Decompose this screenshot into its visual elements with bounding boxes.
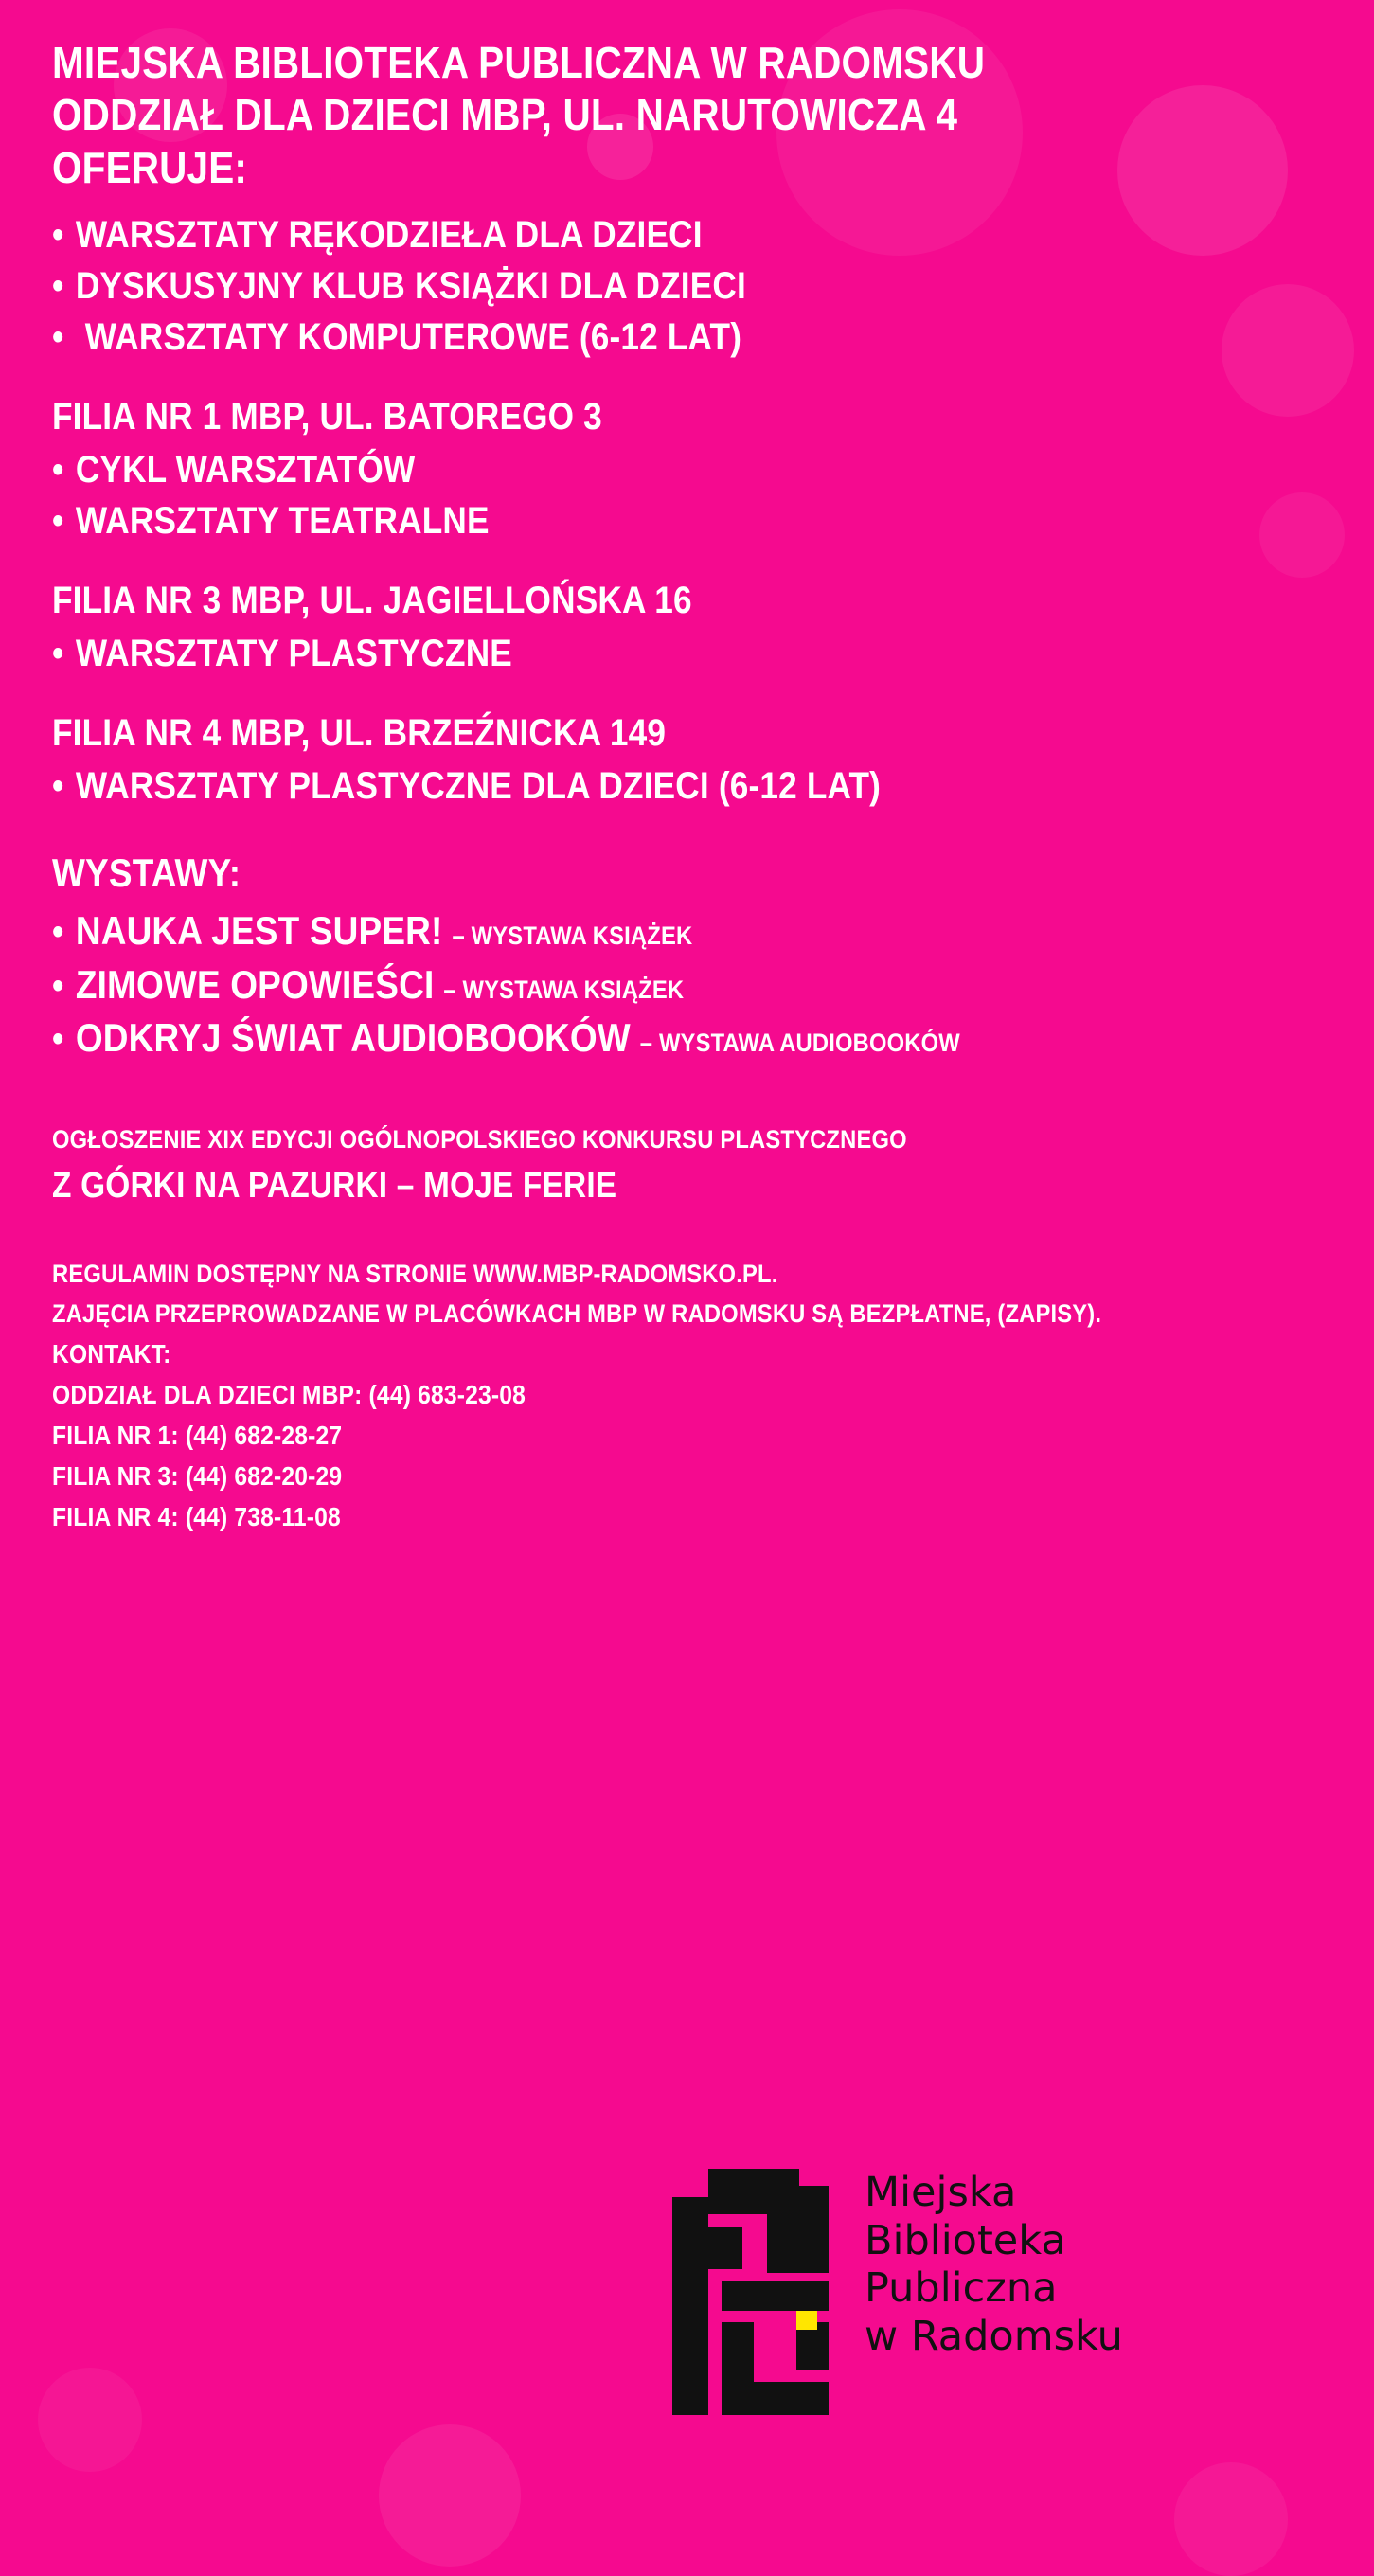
bokeh-circle <box>38 2368 142 2472</box>
list-item-label: WARSZTATY PLASTYCZNE <box>75 633 512 675</box>
poster-header <box>52 38 1322 193</box>
list-item-label: WARSZTATY PLASTYCZNE DLA DZIECI (6-12 LAT) <box>75 765 882 808</box>
exhibition-list <box>52 905 1322 1064</box>
list-item <box>52 761 1169 811</box>
main-branch-item-list <box>52 210 1322 362</box>
logo-line-3: Publiczna <box>865 2264 1058 2313</box>
list-item <box>52 445 1169 494</box>
bullet-icon: • <box>52 911 64 954</box>
bullet-icon: • <box>52 765 64 808</box>
phone-line: FILIA NR 3: (44) 682-20-29 <box>52 1460 343 1491</box>
bullet-icon: • <box>52 214 64 257</box>
header-line-3: OFERUJE: <box>52 142 248 192</box>
branch-title: FILIA NR 1 MBP, UL. BATOREGO 3 <box>52 396 602 438</box>
list-item <box>52 629 1169 678</box>
branch-title: FILIA NR 3 MBP, UL. JAGIELLOŃSKA 16 <box>52 580 692 622</box>
rules-line: REGULAMIN DOSTĘPNY NA STRONIE WWW.MBP-RADOMSKO.PL. <box>52 1260 778 1289</box>
list-item <box>52 313 1169 362</box>
contest-announcement: OGŁOSZENIE XIX EDYCJI OGÓLNOPOLSKIEGO KONKURSU PLASTYCZNEGO <box>52 1124 907 1154</box>
logo-line-1: Miejska <box>865 2169 1017 2216</box>
bullet-icon: • <box>52 316 64 359</box>
exhibition-name: ZIMOWE OPOWIEŚCI <box>75 961 435 1007</box>
bullet-icon: • <box>52 1018 64 1061</box>
header-line-2: ODDZIAŁ DLA DZIECI MBP, UL. NARUTOWICZA 4 <box>52 90 958 140</box>
library-logo <box>672 2169 1123 2439</box>
branch-title: FILIA NR 4 MBP, UL. BRZEŹNICKA 149 <box>52 712 667 755</box>
bullet-icon: • <box>52 964 64 1007</box>
bullet-icon: • <box>52 449 64 492</box>
bullet-icon: • <box>52 633 64 675</box>
list-item <box>52 1012 1169 1064</box>
logo-line-2: Biblioteka <box>865 2216 1066 2264</box>
bokeh-circle <box>1174 2462 1288 2576</box>
branch-section-3 <box>52 578 1322 678</box>
logo-mark-icon <box>672 2169 829 2439</box>
logo-text <box>865 2169 1123 2361</box>
info-section <box>52 1258 1322 1534</box>
list-item-label: WARSZTATY KOMPUTEROWE (6-12 LAT) <box>75 316 742 359</box>
phone-line: ODDZIAŁ DLA DZIECI MBP: (44) 683-23-08 <box>52 1379 526 1409</box>
branch-item-list <box>52 761 1322 811</box>
branch-section-4 <box>52 710 1322 811</box>
list-item <box>52 959 1169 1011</box>
list-item <box>52 905 1169 957</box>
exhibitions-section <box>52 850 1322 1064</box>
logo-line-4: w Radomsku <box>865 2313 1123 2361</box>
contest-section <box>52 1123 1322 1209</box>
header-line-1: MIEJSKA BIBLIOTEKA PUBLICZNA W RADOMSKU <box>52 38 986 87</box>
list-item-label: WARSZTATY RĘKODZIEŁA DLA DZIECI <box>75 214 703 257</box>
phone-line: FILIA NR 4: (44) 738-11-08 <box>52 1501 341 1531</box>
exhibition-name: NAUKA JEST SUPER! <box>75 908 443 954</box>
bullet-icon: • <box>52 265 64 308</box>
list-item-label: CYKL WARSZTATÓW <box>75 449 416 492</box>
exhibition-subtitle: – WYSTAWA KSIĄŻEK <box>452 921 693 951</box>
branch-item-list <box>52 629 1322 678</box>
exhibitions-title: WYSTAWY: <box>52 850 241 896</box>
contest-title: Z GÓRKI NA PAZURKI – MOJE FERIE <box>52 1165 617 1206</box>
list-item-label: DYSKUSYJNY KLUB KSIĄŻKI DLA DZIECI <box>75 265 746 308</box>
list-item-label: WARSZTATY TEATRALNE <box>75 500 490 543</box>
free-line: ZAJĘCIA PRZEPROWADZANE W PLACÓWKACH MBP W RADOMSKU SĄ BEZPŁATNE, (ZAPISY). <box>52 1299 1102 1329</box>
exhibition-subtitle: – WYSTAWA AUDIOBOOKÓW <box>639 1029 960 1058</box>
bokeh-circle <box>379 2424 521 2567</box>
exhibition-subtitle: – WYSTAWA KSIĄŻEK <box>443 975 685 1004</box>
branch-section-1 <box>52 394 1322 546</box>
phone-line: FILIA NR 1: (44) 682-28-27 <box>52 1420 343 1450</box>
list-item <box>52 210 1169 259</box>
contact-label: KONTAKT: <box>52 1338 171 1368</box>
list-item <box>52 261 1169 311</box>
bullet-icon: • <box>52 500 64 543</box>
exhibition-name: ODKRYJ ŚWIAT AUDIOBOOKÓW <box>75 1015 631 1061</box>
list-item <box>52 496 1169 546</box>
branch-item-list <box>52 445 1322 546</box>
